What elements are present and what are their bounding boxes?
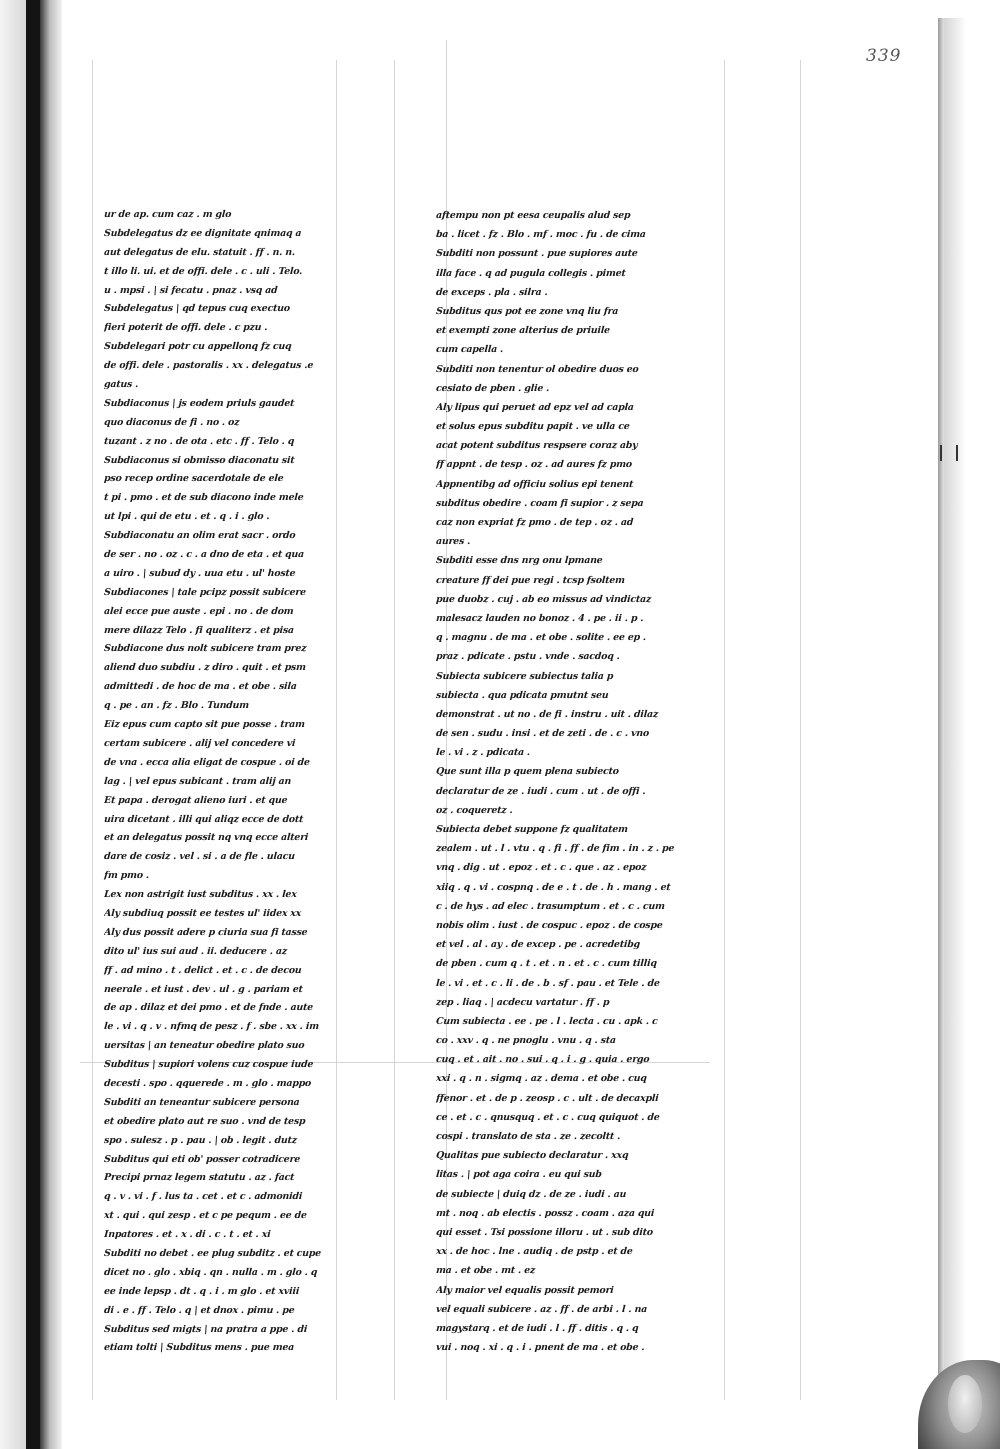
left-column-line: u . mpsi . | si fecatu . pnaz . vsq ad bbox=[103, 284, 278, 296]
left-column-line: tuzant . z no . de ota . etc . ff . Telo . q bbox=[103, 435, 295, 447]
right-column-line: nobis olim . iust . de cospuc . epoz . de cospe bbox=[435, 919, 663, 931]
left-column-line: uersitas | an teneatur obedire plato suo bbox=[103, 1040, 305, 1052]
ruling-line bbox=[724, 60, 725, 1400]
right-column-line: Aly maior vel equalis possit pemori bbox=[435, 1284, 614, 1296]
right-column-line: xiiq . q . vi . cospnq . de e . t . de . h . mang . et bbox=[435, 881, 671, 893]
right-column-line: Qualitas pue subiecto declaratur . xxq bbox=[435, 1150, 629, 1162]
gutter-shadow bbox=[40, 0, 62, 1449]
left-column-line: Et papa . derogat alieno iuri . et que bbox=[103, 794, 288, 806]
left-column-line: pso recep ordine sacerdotale de ele bbox=[103, 473, 284, 485]
left-column-line: Subdiaconus si obmisso diaconatu sit bbox=[103, 454, 295, 466]
left-column-line: Subdiaconatu an olim erat sacr . ordo bbox=[103, 530, 296, 542]
right-column-line: magystarq . et de iudi . l . ff . ditis . q . q bbox=[435, 1322, 639, 1334]
ruling-line bbox=[800, 60, 801, 1400]
right-text-column bbox=[436, 206, 716, 1357]
left-column-line: et an delegatus possit nq vnq ecce alteri bbox=[103, 832, 309, 844]
right-column-line: illa face . q ad pugula collegis . pimet bbox=[435, 267, 626, 279]
right-column-line: Aly lipus qui peruet ad epz vel ad capla bbox=[435, 401, 635, 413]
thumbnail-highlight bbox=[948, 1375, 982, 1433]
right-column-line: de pben . cum q . t . et . n . et . c . cum tilliq bbox=[435, 958, 658, 970]
right-column-line: aftempu non pt eesa ceupalis alud sep bbox=[435, 210, 631, 221]
left-column-line: aliend duo subdiu . z diro . quit . et psm bbox=[103, 662, 307, 674]
right-column-line: q . magnu . de ma . et obe . solite . ee ep . bbox=[435, 632, 647, 644]
right-column-line: et solus epus subditu papit . ve ulla ce bbox=[435, 421, 630, 433]
right-column-line: subiecta . qua pdicata pmutnt seu bbox=[435, 689, 609, 701]
right-column-line: le . vi . z . pdicata . bbox=[435, 747, 531, 759]
left-column-line: et obedire plato aut re suo . vnd de tesp bbox=[103, 1115, 306, 1127]
folio-number: 339 bbox=[866, 46, 902, 66]
left-column-line: Subdiaconus | js eodem priuls gaudet bbox=[103, 397, 295, 409]
ruling-line bbox=[394, 60, 395, 1400]
folio-outer-margin bbox=[944, 18, 1000, 1449]
left-column-line: decesti . spo . qquerede . m . glo . mappo bbox=[103, 1077, 312, 1089]
right-column-line: mt . noq . ab electis . possz . coam . aza qui bbox=[435, 1207, 655, 1219]
left-column-line: aut delegatus de elu. statuit . ff . n. n. bbox=[103, 246, 296, 258]
right-column-line: cum capella . bbox=[435, 344, 504, 356]
right-column-line: c . de hys . ad elec . trasumptum . et . c . cum bbox=[435, 900, 666, 912]
left-column-line: Subditus | supiori volens cuz cospue iude bbox=[103, 1059, 314, 1071]
right-column-line: Subiecta debet suppone fz qualitatem bbox=[435, 824, 629, 835]
right-column-line: aures . bbox=[435, 536, 471, 548]
left-column-line: quo diaconus de fi . no . oz bbox=[103, 416, 240, 428]
left-column-line: ee inde lepsp . dt . q . i . m glo . et xviii bbox=[103, 1285, 300, 1297]
left-column-line: dicet no . glo . xbiq . qn . nulla . m . glo . q bbox=[103, 1266, 318, 1278]
left-column-line: ur de ap. cum caz . m glo bbox=[103, 209, 232, 220]
left-text-column bbox=[104, 206, 382, 1358]
right-column-line: declaratur de ze . iudi . cum . ut . de offi . bbox=[435, 785, 646, 797]
left-column-line: t pi . pmo . et de sub diacono inde mele bbox=[103, 492, 304, 504]
left-column-line: Subdiacones | tale pcipz possit subicere bbox=[103, 586, 307, 598]
left-column-line: Subdiacone dus nolt subicere tram prez bbox=[103, 643, 307, 655]
right-column-line: Cum subiecta . ee . pe . l . lecta . cu . apk . c bbox=[435, 1015, 658, 1027]
right-column-line: demonstrat . ut no . de fi . instru . uit . dilaz bbox=[435, 708, 659, 720]
left-column-line: Inpatores . et . x . di . c . t . et . xi bbox=[103, 1229, 271, 1241]
right-column-line: caz non expriat fz pmo . de tep . oz . ad bbox=[435, 517, 634, 528]
left-column-line: neerale . et iust . dev . ul . g . pariam et bbox=[103, 983, 304, 995]
right-column-line: Subditi non possunt . pue supiores aute bbox=[435, 248, 638, 260]
right-column-line: de subiecte | duiq dz . de ze . iudi . au bbox=[435, 1188, 627, 1200]
right-column-line: vnq . dig . ut . epoz . et . c . que . az . epoz bbox=[435, 862, 647, 874]
right-column-line: cospi . translato de sta . ze . zecoltt . bbox=[435, 1131, 621, 1142]
right-column-line: praz . pdicate . pstu . vnde . sacdoq . bbox=[435, 651, 621, 663]
previous-leaf-edge bbox=[0, 0, 26, 1449]
right-column-line: de sen . sudu . insi . et de zeti . de . c . vno bbox=[435, 728, 650, 740]
left-column-line: Subdelegari potr cu appellonq fz cuq bbox=[103, 341, 292, 353]
left-column-line: gatus . bbox=[103, 379, 139, 391]
left-column-line: mere dilazz Telo . fi qualiterz . et pisa bbox=[103, 624, 295, 636]
margin-mark bbox=[940, 445, 958, 461]
left-column-line: xt . qui . qui zesp . et c pe pequm . ee de bbox=[103, 1210, 308, 1222]
left-column-line: Subditus qui eti ob' posser cotradicere bbox=[103, 1153, 301, 1165]
right-column-line: zep . liaq . | acdecu vartatur . ff . p bbox=[435, 996, 610, 1008]
left-column-line: Subditus sed migts | na pratra a ppe . di bbox=[103, 1323, 308, 1335]
left-column-line: Subdelegatus | qd tepus cuq exectuo bbox=[103, 303, 291, 315]
left-column-line: admittedi . de hoc de ma . et obe . sila bbox=[103, 681, 298, 693]
left-column-line: de ap . dilaz et dei pmo . et de fnde . aute bbox=[103, 1002, 314, 1014]
right-column-line: litas . | pot aga coira . eu qui sub bbox=[435, 1169, 603, 1181]
right-column-line: le . vi . et . c . li . de . b . sf . pau . et Tele . de bbox=[435, 977, 661, 989]
right-column-line: acat potent subditus respsere coraz aby bbox=[435, 440, 638, 452]
right-column-line: Subditi esse dns nrg onu lpmane bbox=[435, 555, 603, 567]
left-column-line: Eiz epus cum capto sit pue posse . tram bbox=[103, 719, 306, 731]
right-column-line: vui . noq . xi . q . i . pnent de ma . et obe . bbox=[435, 1342, 645, 1354]
right-column-line: ba . licet . fz . Blo . mf . moc . fu . de cima bbox=[435, 229, 647, 241]
left-column-line: a uiro . | subud dy . uua etu . ul' hoste bbox=[103, 567, 296, 579]
left-column-line: ff . ad mino . t . delict . et . c . de decou bbox=[103, 964, 302, 976]
left-column-line: etiam tolti | Subditus mens . pue mea bbox=[103, 1342, 295, 1354]
left-column-line: Subditi an teneantur subicere persona bbox=[103, 1096, 300, 1108]
left-column-line: lag . | vel epus subicant . tram alij an bbox=[103, 775, 292, 787]
left-column-line: Aly subdiuq possit ee testes ul' iidex xx bbox=[103, 907, 302, 919]
right-column-line: ffenor . et . de p . zeosp . c . ult . de decaxpli bbox=[435, 1092, 659, 1104]
right-column-line: Appnentibg ad officiu solius epi tenent bbox=[435, 478, 634, 490]
left-column-line: le . vi . q . v . nfmq de pesz . f . sbe . xx . im bbox=[103, 1021, 320, 1033]
book-spine bbox=[26, 0, 40, 1449]
right-column-line: xxi . q . n . sigmq . az . dema . et obe . cuq bbox=[435, 1073, 648, 1085]
right-column-line: et exempti zone alterius de priuile bbox=[435, 325, 611, 337]
left-column-line: fm pmo . bbox=[103, 870, 150, 882]
left-column-line: de vna . ecca alia eligat de cospue . oi de bbox=[103, 756, 311, 768]
left-column-line: fieri poterit de offi. dele . c pzu . bbox=[103, 322, 268, 334]
right-column-line: ce . et . c . qnusquq . et . c . cuq quiquot . de bbox=[435, 1111, 660, 1123]
left-column-line: q . pe . an . fz . Blo . Tundum bbox=[103, 700, 250, 712]
left-column-line: alei ecce pue auste . epi . no . de dom bbox=[103, 605, 294, 617]
left-column-line: uira dicetant . illi qui aliqz ecce de dott bbox=[103, 813, 304, 825]
right-column-line: ff appnt . de tesp . oz . ad aures fz pmo bbox=[435, 459, 633, 471]
right-column-line: creature ff dei pue regi . tcsp fsoltem bbox=[435, 574, 626, 586]
right-column-line: cesiato de pben . glie . bbox=[435, 382, 550, 394]
right-column-line: cuq . et . ait . no . sui . q . i . g . quia . ergo bbox=[435, 1054, 650, 1066]
right-column-line: zealem . ut . l . vtu . q . fi . ff . de fim . in . z . pe bbox=[435, 843, 675, 855]
right-column-line: malesacz lauden no bonoz . 4 . pe . ii . p . bbox=[435, 612, 644, 624]
right-column-line: de exceps . pla . silra . bbox=[435, 286, 548, 298]
left-column-line: de offi. dele . pastoralis . xx . delegatus .e bbox=[103, 360, 314, 372]
right-column-line: Subditi non tenentur ol obedire duos eo bbox=[435, 363, 639, 375]
left-column-line: spo . sulesz . p . pau . | ob . legit . dutz bbox=[103, 1134, 298, 1146]
left-column-line: Subditi no debet . ee plug subditz . et cupe bbox=[103, 1247, 322, 1259]
right-column-line: Subiecta subicere subiectus talia p bbox=[435, 670, 614, 682]
left-column-line: q . v . vi . f . lus ta . cet . et c . admonidi bbox=[103, 1191, 303, 1203]
left-column-line: dito ul' ius sui aud . ii. deducere . az bbox=[103, 945, 288, 957]
right-column-line: co . xxv . q . ne pnoglu . vnu . q . sta bbox=[435, 1035, 617, 1047]
right-column-line: xx . de hoc . lne . audiq . de pstp . et de bbox=[435, 1246, 633, 1258]
left-column-line: di . e . ff . Telo . q | et dnox . pimu . pe bbox=[103, 1304, 295, 1316]
right-column-line: oz . coqueretz . bbox=[435, 804, 513, 816]
right-column-line: Que sunt illa p quem plena subiecto bbox=[435, 766, 620, 778]
left-column-line: ut lpi . qui de etu . et . q . i . glo . bbox=[103, 511, 270, 523]
right-column-line: ma . et obe . mt . ez bbox=[435, 1265, 536, 1277]
right-column-line: Subditus qus pot ee zone vnq liu fra bbox=[435, 305, 619, 317]
right-column-line: qui esset . Tsi possione illoru . ut . sub dito bbox=[435, 1226, 654, 1238]
left-column-line: Subdelegatus dz ee dignitate qnimaq a bbox=[103, 227, 302, 239]
right-column-line: et vel . al . ay . de excep . pe . acredetibg bbox=[435, 939, 641, 951]
right-column-line: pue duobz . cuj . ab eo missus ad vindictaz bbox=[435, 593, 652, 605]
left-column-line: Precipi prnaz legem statutu . az . fact bbox=[103, 1172, 295, 1184]
right-column-line: vel equali subicere . az . ff . de arbi . l . na bbox=[435, 1303, 648, 1315]
left-column-line: Aly dus possit adere p ciuria sua fi tasse bbox=[103, 926, 308, 938]
ruling-line bbox=[92, 60, 93, 1400]
left-column-line: Lex non astrigit iust subditus . xx . lex bbox=[103, 889, 298, 901]
left-column-line: certam subicere . alij vel concedere vi bbox=[103, 737, 296, 749]
left-column-line: dare de cosiz . vel . si . a de fle . ulacu bbox=[103, 851, 296, 863]
right-column-line: subditus obedire . coam fi supior . z sepa bbox=[435, 497, 644, 509]
left-column-line: t illo li. ui. et de offi. dele . c . uli . Telo. bbox=[103, 265, 303, 277]
left-column-line: de ser . no . oz . c . a dno de eta . et qua bbox=[103, 549, 305, 561]
